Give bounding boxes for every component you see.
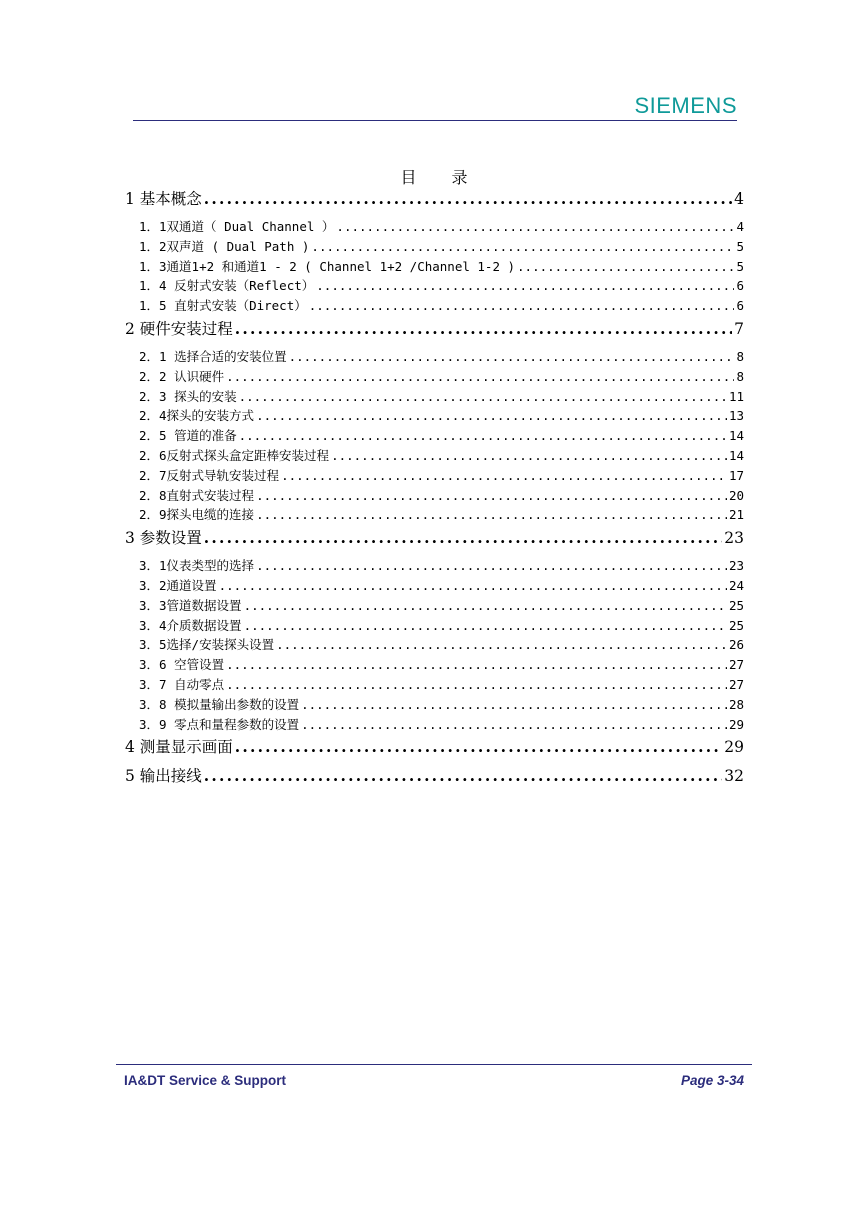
toc-item[interactable] bbox=[125, 217, 744, 237]
toc-item-label: 3．8 模拟量输出参数的设置 bbox=[139, 696, 300, 712]
toc-section-label: 3 参数设置 bbox=[125, 529, 202, 548]
toc-item[interactable] bbox=[125, 426, 744, 446]
leader-dots bbox=[301, 695, 727, 715]
toc-item[interactable] bbox=[125, 296, 744, 316]
leader-dots bbox=[226, 655, 727, 675]
toc-item[interactable] bbox=[125, 466, 744, 486]
leader-dots bbox=[309, 296, 735, 316]
toc-section-label: 1 基本概念 bbox=[125, 190, 202, 208]
leader-dots bbox=[256, 406, 727, 426]
leader-dots bbox=[226, 367, 734, 387]
toc-item[interactable] bbox=[125, 505, 744, 525]
toc-item[interactable] bbox=[125, 276, 744, 296]
toc-item[interactable] bbox=[125, 486, 744, 506]
toc-section-label: 2 硬件安装过程 bbox=[125, 319, 233, 338]
leader-dots bbox=[256, 505, 727, 525]
leader-dots bbox=[289, 347, 735, 367]
toc-item[interactable] bbox=[125, 387, 744, 407]
footer-page-number: Page 3-34 bbox=[680, 1073, 744, 1088]
leader-dots bbox=[219, 576, 727, 596]
toc-item[interactable] bbox=[125, 347, 744, 367]
toc-item[interactable] bbox=[125, 556, 744, 576]
leader-dots bbox=[235, 318, 732, 339]
toc-item-label: 2．5 管道的准备 bbox=[139, 428, 237, 444]
toc-item[interactable] bbox=[125, 367, 744, 387]
toc-item-label: 3．7 自动零点 bbox=[139, 676, 225, 692]
toc-item[interactable] bbox=[125, 695, 744, 715]
toc-page-number: 4 bbox=[736, 219, 744, 234]
toc-item-label: 2．4探头的安装方式 bbox=[139, 408, 255, 424]
toc-item[interactable] bbox=[125, 406, 744, 426]
footer-brand-text: IA&DT Service & Support bbox=[124, 1073, 287, 1088]
toc-page-number: 24 bbox=[728, 577, 744, 593]
toc-page-number: 27 bbox=[728, 676, 744, 692]
leader-dots bbox=[256, 556, 727, 576]
leader-dots bbox=[336, 217, 734, 237]
toc-page-number: 11 bbox=[728, 388, 744, 404]
toc-item-label: 3．5选择/安装探头设置 bbox=[139, 637, 275, 653]
toc-item[interactable] bbox=[125, 655, 744, 675]
toc-page-number: 21 bbox=[728, 507, 744, 523]
toc-page-number: 23 bbox=[728, 558, 744, 574]
toc-page-number: 8 bbox=[736, 348, 744, 364]
leader-dots bbox=[239, 387, 727, 407]
toc-item-label: 1．4 反射式安装（Reflect） bbox=[139, 278, 315, 294]
toc-page-number: 23 bbox=[724, 529, 744, 548]
toc-page-number: 29 bbox=[724, 738, 744, 757]
toc-item[interactable] bbox=[125, 446, 744, 466]
toc-item-label: 2．8直射式安装过程 bbox=[139, 487, 255, 503]
toc-item-label: 1．5 直射式安装（Direct） bbox=[139, 298, 307, 314]
leader-dots bbox=[301, 715, 727, 735]
toc-item-label: 1．2双声道 ( Dual Path ) bbox=[139, 238, 310, 254]
toc-page-number: 29 bbox=[728, 716, 744, 732]
toc-page-number: 6 bbox=[736, 278, 744, 294]
leader-dots bbox=[276, 635, 727, 655]
leader-dots bbox=[256, 486, 727, 506]
toc-page-number: 5 bbox=[736, 238, 744, 254]
toc-page-number: 17 bbox=[728, 467, 744, 483]
toc-title: 目 录 bbox=[400, 168, 468, 187]
leader-dots bbox=[244, 596, 727, 616]
leader-dots bbox=[235, 736, 722, 757]
toc-section-label: 4 测量显示画面 bbox=[125, 738, 233, 757]
toc-section-4[interactable] bbox=[125, 736, 744, 757]
toc-page-number: 8 bbox=[736, 368, 744, 384]
toc-page-number: 25 bbox=[728, 617, 744, 633]
toc-page-number: 14 bbox=[728, 428, 744, 444]
toc-item-label: 3．6 空管设置 bbox=[139, 657, 225, 673]
toc-page-number: 27 bbox=[728, 657, 744, 673]
toc-item-label: 3．3管道数据设置 bbox=[139, 597, 242, 613]
toc-item-label: 3．1仪表类型的选择 bbox=[139, 558, 255, 574]
table-of-contents bbox=[125, 188, 744, 794]
toc-page-number: 20 bbox=[728, 487, 744, 503]
toc-item-label: 1．3通道1+2 和通道1 - 2 ( Channel 1+2 /Channel 1-2 ) bbox=[139, 258, 516, 274]
toc-item-label: 3．4介质数据设置 bbox=[139, 617, 242, 633]
leader-dots bbox=[204, 527, 722, 548]
footer-rule bbox=[116, 1064, 752, 1065]
leader-dots bbox=[204, 188, 732, 209]
leader-dots bbox=[331, 446, 727, 466]
toc-item-label: 2．6反射式探头盒定距棒安装过程 bbox=[139, 447, 330, 463]
toc-section-1[interactable] bbox=[125, 188, 744, 209]
siemens-logo: SIEMENS bbox=[634, 93, 737, 118]
leader-dots bbox=[239, 426, 727, 446]
toc-page-number: 28 bbox=[728, 696, 744, 712]
toc-item[interactable] bbox=[125, 635, 744, 655]
toc-section-label: 5 输出接线 bbox=[125, 767, 202, 786]
leader-dots bbox=[517, 257, 734, 277]
toc-page-number: 32 bbox=[724, 767, 744, 786]
leader-dots bbox=[244, 616, 727, 636]
toc-item-label: 2．2 认识硬件 bbox=[139, 368, 225, 384]
leader-dots bbox=[226, 675, 727, 695]
toc-item[interactable] bbox=[125, 576, 744, 596]
toc-item-label: 2．9探头电缆的连接 bbox=[139, 507, 255, 523]
toc-page-number: 4 bbox=[734, 190, 744, 208]
toc-item[interactable] bbox=[125, 237, 744, 257]
toc-item-label: 3．2通道设置 bbox=[139, 577, 217, 593]
toc-section-3[interactable] bbox=[125, 527, 744, 548]
toc-item-label: 2．3 探头的安装 bbox=[139, 388, 237, 404]
toc-item[interactable] bbox=[125, 715, 744, 735]
toc-item-label: 1．1双通道（ Dual Channel ） bbox=[139, 219, 335, 234]
toc-item[interactable] bbox=[125, 257, 744, 277]
header-rule bbox=[133, 120, 737, 121]
leader-dots bbox=[204, 765, 722, 786]
toc-item[interactable] bbox=[125, 675, 744, 695]
toc-page-number: 6 bbox=[736, 298, 744, 314]
toc-page-number: 5 bbox=[736, 258, 744, 274]
toc-page-number: 26 bbox=[728, 637, 744, 653]
toc-section-2[interactable] bbox=[125, 318, 744, 339]
toc-item-label: 2．1 选择合适的安装位置 bbox=[139, 348, 287, 364]
toc-item[interactable] bbox=[125, 616, 744, 636]
leader-dots bbox=[316, 276, 734, 296]
toc-page-number: 25 bbox=[728, 597, 744, 613]
toc-item[interactable] bbox=[125, 596, 744, 616]
toc-page-number: 13 bbox=[728, 408, 744, 424]
toc-section-5[interactable] bbox=[125, 765, 744, 786]
leader-dots bbox=[311, 237, 734, 257]
leader-dots bbox=[281, 466, 727, 486]
toc-item-label: 2．7反射式导轨安装过程 bbox=[139, 467, 280, 483]
toc-page-number: 7 bbox=[734, 319, 744, 338]
toc-page-number: 14 bbox=[728, 447, 744, 463]
toc-item-label: 3．9 零点和量程参数的设置 bbox=[139, 716, 300, 732]
